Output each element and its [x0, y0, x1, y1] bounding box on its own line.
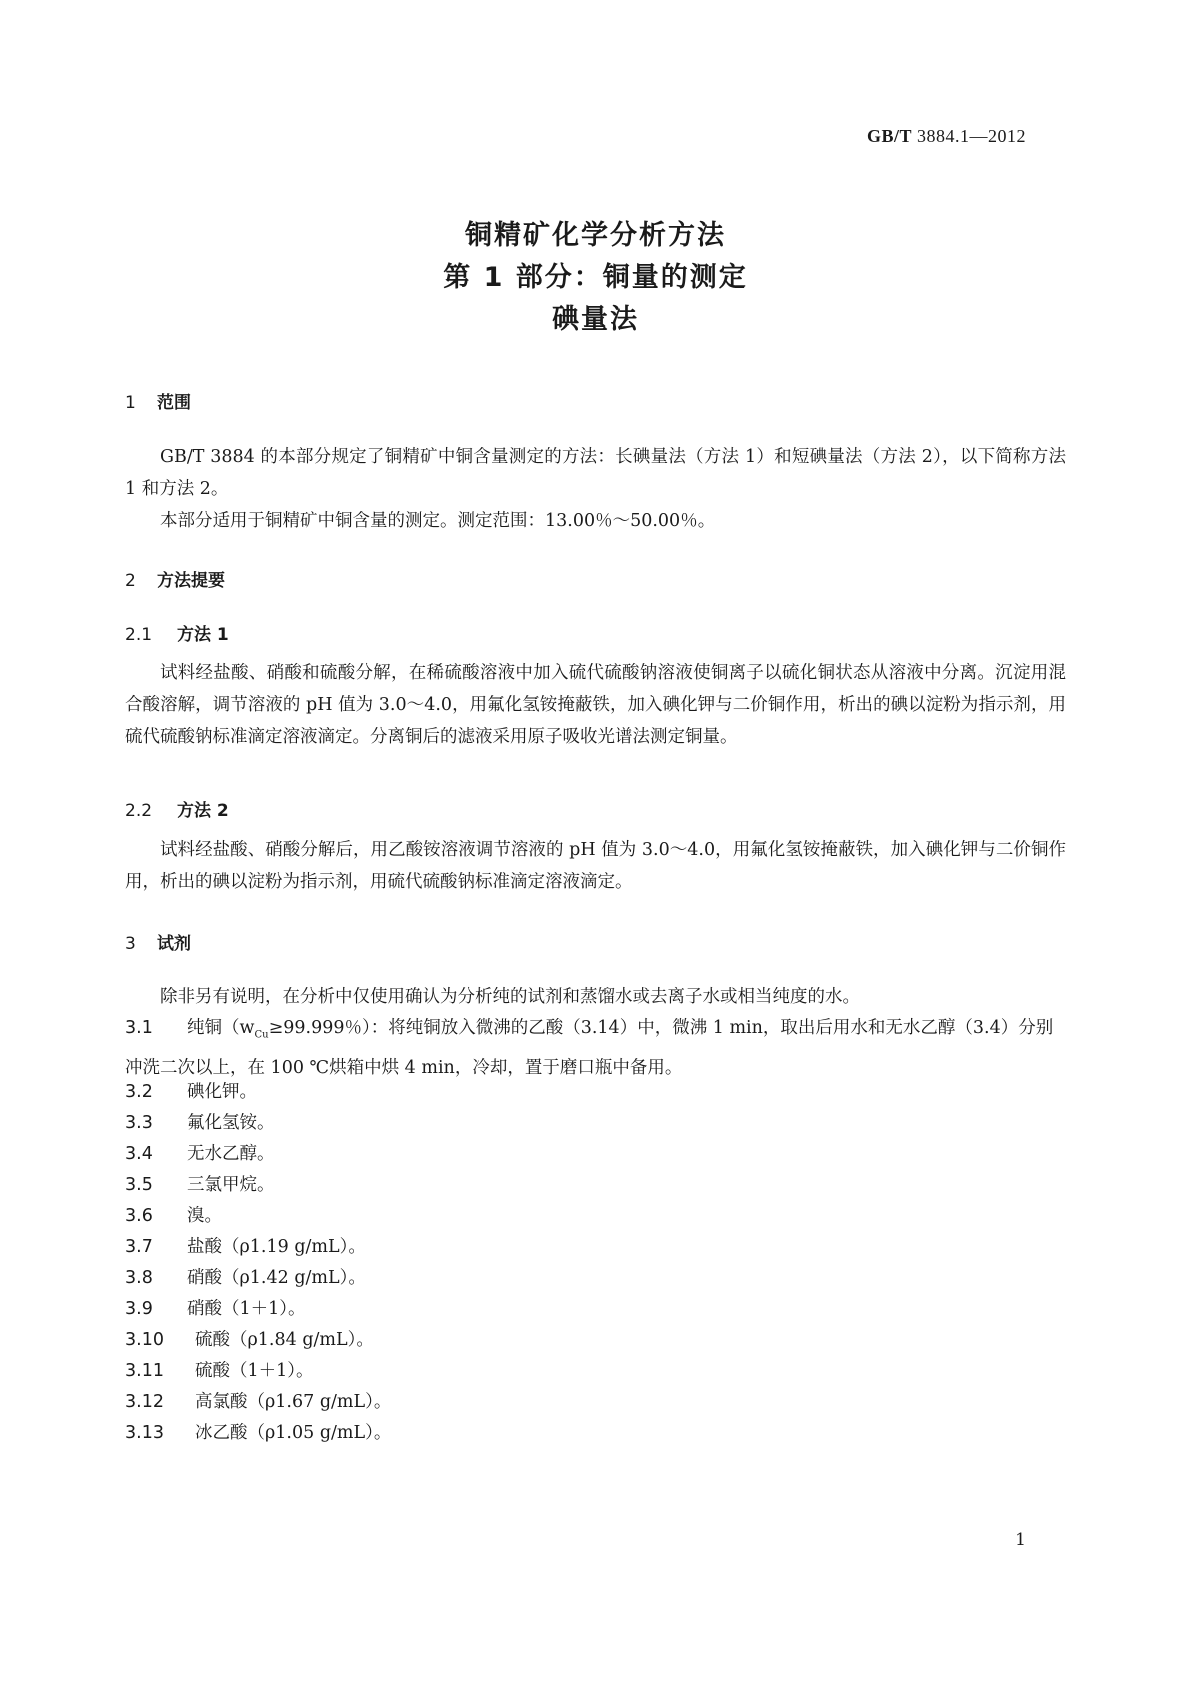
section-number: 3 — [125, 934, 136, 954]
item-number: 3.1 — [125, 1018, 153, 1038]
reagent-item-3-4 — [125, 1138, 1066, 1170]
reagent-item-3-5 — [125, 1169, 1066, 1201]
item-text: 三氯甲烷。 — [187, 1175, 275, 1195]
item-number: 3.4 — [125, 1144, 153, 1164]
standard-prefix: GB/T — [866, 126, 912, 146]
document-title-line3: 碘量法 — [552, 304, 639, 335]
section-2-heading — [125, 566, 225, 591]
section-number: 1 — [125, 393, 136, 413]
section-number: 2 — [125, 571, 136, 591]
document-title-line1: 铜精矿化学分析方法 — [465, 220, 726, 251]
section-number: 2.1 — [125, 625, 153, 645]
item-number: 3.12 — [125, 1392, 164, 1412]
section-number: 2.2 — [125, 801, 153, 821]
item-text: 碘化钾。 — [187, 1082, 257, 1102]
item-number: 3.9 — [125, 1299, 153, 1319]
item-number: 3.13 — [125, 1423, 164, 1443]
section-title: 范围 — [157, 393, 191, 413]
item-text: 硫酸（1＋1）。 — [195, 1361, 314, 1381]
reagent-item-3-1 — [125, 1012, 1066, 1084]
reagent-item-3-8 — [125, 1262, 1066, 1294]
reagent-item-3-2 — [125, 1076, 1066, 1108]
reagent-item-3-11 — [125, 1355, 1066, 1387]
item-text-post: ≥99.999％）：将纯铜放入微沸的乙酸（3.14）中，微沸 1 min，取出后用水和无水乙醇（3.4）分别冲洗二次以上，在 100 ℃烘箱中烘 4 min，冷却，置于磨口瓶中备用。 — [125, 1018, 1054, 1078]
item-text: 高氯酸（ρ1.67 g/mL）。 — [195, 1392, 392, 1412]
item-text: 盐酸（ρ1.19 g/mL）。 — [187, 1237, 366, 1257]
section-3-heading — [125, 929, 191, 954]
item-text: 无水乙醇。 — [187, 1144, 275, 1164]
item-text-subscript: Cu — [254, 1029, 269, 1041]
section-2-2-paragraph: 试料经盐酸、硝酸分解后，用乙酸铵溶液调节溶液的 pH 值为 3.0～4.0，用氟化氢铵掩蔽铁，加入碘化钾与二价铜作用，析出的碘以淀粉为指示剂，用硫代硫酸钠标准滴定溶液滴定。 — [125, 840, 1066, 892]
section-2-1-heading — [125, 620, 229, 645]
item-number: 3.6 — [125, 1206, 153, 1226]
section-title: 方法 2 — [177, 801, 229, 821]
reagent-item-3-3 — [125, 1107, 1066, 1139]
standard-code: 3884.1—2012 — [917, 126, 1026, 146]
item-number: 3.11 — [125, 1361, 164, 1381]
section-3-paragraph: 除非另有说明，在分析中仅使用确认为分析纯的试剂和蒸馏水或去离子水或相当纯度的水。 — [160, 987, 860, 1007]
section-2-2-heading — [125, 796, 229, 821]
reagent-item-3-10 — [125, 1324, 1066, 1356]
item-text: 冰乙酸（ρ1.05 g/mL）。 — [195, 1423, 392, 1443]
reagent-item-3-6 — [125, 1200, 1066, 1232]
reagent-item-3-9 — [125, 1293, 1066, 1325]
item-text: 硫酸（ρ1.84 g/mL）。 — [195, 1330, 374, 1350]
document-title-line2: 第 1 部分：铜量的测定 — [443, 262, 748, 293]
section-2-1-paragraph: 试料经盐酸、硝酸和硫酸分解，在稀硫酸溶液中加入硫代硫酸钠溶液使铜离子以硫化铜状态从溶液中分离。沉淀用混合酸溶解，调节溶液的 pH 值为 3.0～4.0，用氟化氢铵掩蔽铁，加入碘化钾与二价铜作用，析出的碘以淀粉为指示剂，用硫代硫酸钠标准滴定溶液滴定。分离铜后的滤液采用原子吸收光谱法测定铜量。 — [125, 663, 1066, 747]
standard-number — [867, 126, 1026, 147]
item-number: 3.10 — [125, 1330, 164, 1350]
reagent-item-3-12 — [125, 1386, 1066, 1418]
item-text: 硝酸（1＋1）。 — [187, 1299, 306, 1319]
page-number: 1 — [1015, 1530, 1026, 1550]
item-number: 3.8 — [125, 1268, 153, 1288]
item-number: 3.5 — [125, 1175, 153, 1195]
item-number: 3.2 — [125, 1082, 153, 1102]
item-text-pre: 纯铜（w — [187, 1018, 255, 1038]
section-1-paragraph-1: GB/T 3884 的本部分规定了铜精矿中铜含量测定的方法：长碘量法（方法 1）和短碘量法（方法 2），以下简称方法 1 和方法 2。 — [125, 447, 1066, 499]
item-number: 3.7 — [125, 1237, 153, 1257]
item-number: 3.3 — [125, 1113, 153, 1133]
section-title: 方法提要 — [157, 571, 225, 591]
item-text: 溴。 — [187, 1206, 222, 1226]
section-title: 试剂 — [157, 934, 191, 954]
item-text: 氟化氢铵。 — [187, 1113, 275, 1133]
reagent-item-3-13 — [125, 1417, 1066, 1449]
item-text: 硝酸（ρ1.42 g/mL）。 — [187, 1268, 366, 1288]
reagent-item-3-7 — [125, 1231, 1066, 1263]
section-title: 方法 1 — [177, 625, 229, 645]
section-1-heading — [125, 388, 191, 413]
section-1-paragraph-2: 本部分适用于铜精矿中铜含量的测定。测定范围：13.00％～50.00％。 — [160, 511, 716, 531]
